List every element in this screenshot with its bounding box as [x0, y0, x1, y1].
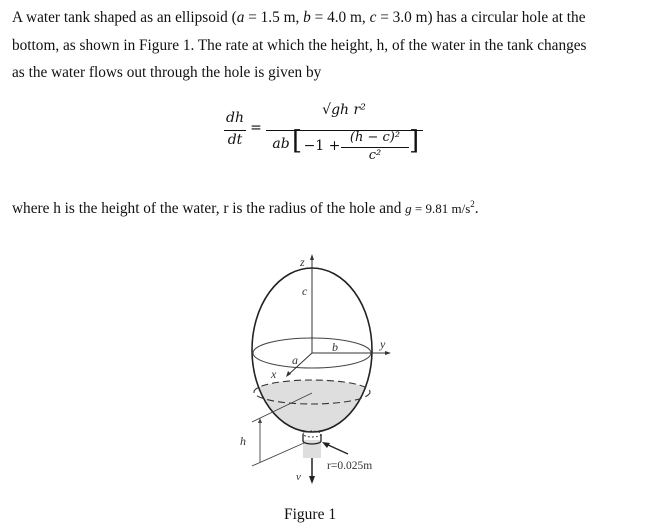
z-axis-arrow: [310, 254, 314, 260]
label-h: h: [240, 434, 246, 448]
inner-numerator: (h − c)²: [349, 130, 401, 145]
radius-pointer-head: [322, 442, 330, 448]
paragraph-line-3: as the water flows out through the hole is given by: [12, 64, 322, 81]
problem-paragraph: [12, 4, 587, 87]
label-a: a: [292, 353, 298, 367]
rhs-bracket-term: −1 +: [303, 138, 341, 154]
radius-pointer: [326, 444, 348, 454]
equals-sign: =: [250, 120, 262, 136]
lhs-fraction-bar: [224, 130, 246, 131]
label-c: c: [302, 284, 308, 298]
x-axis-arrow: [286, 371, 291, 377]
label-v: v: [296, 471, 301, 483]
rate-equation: [224, 102, 424, 180]
lhs-numerator: dh: [226, 110, 244, 126]
paragraph-line-2: bottom, as shown in Figure 1. The rate at which the height, h, of the water in the tank changes: [12, 36, 587, 54]
y-axis-arrow: [385, 351, 391, 355]
velocity-arrow-head: [309, 476, 315, 484]
label-y: y: [380, 337, 386, 351]
lhs-denominator: dt: [227, 132, 243, 148]
inner-denominator: c²: [368, 148, 382, 163]
ellipsoid-tank-figure: [220, 240, 420, 502]
rhs-denominator-prefix: ab: [272, 136, 290, 152]
label-b: b: [332, 340, 338, 354]
label-x: x: [271, 367, 277, 381]
rhs-numerator: √gh r²: [322, 102, 366, 118]
paragraph-line-1: A water tank shaped as an ellipsoid (a = 1.5 m, b = 4.0 m, c = 3.0 m) has a circular hole at the: [12, 9, 586, 26]
label-z: z: [300, 255, 305, 269]
figure-caption: Figure 1: [284, 506, 337, 523]
label-radius: r=0.025m: [327, 460, 373, 472]
where-sentence: where h is the height of the water, r is the radius of the hole and g = 9.81 $m/s^2$.: [12, 199, 479, 218]
left-bracket: [: [292, 126, 303, 156]
right-bracket: ]: [409, 126, 420, 156]
